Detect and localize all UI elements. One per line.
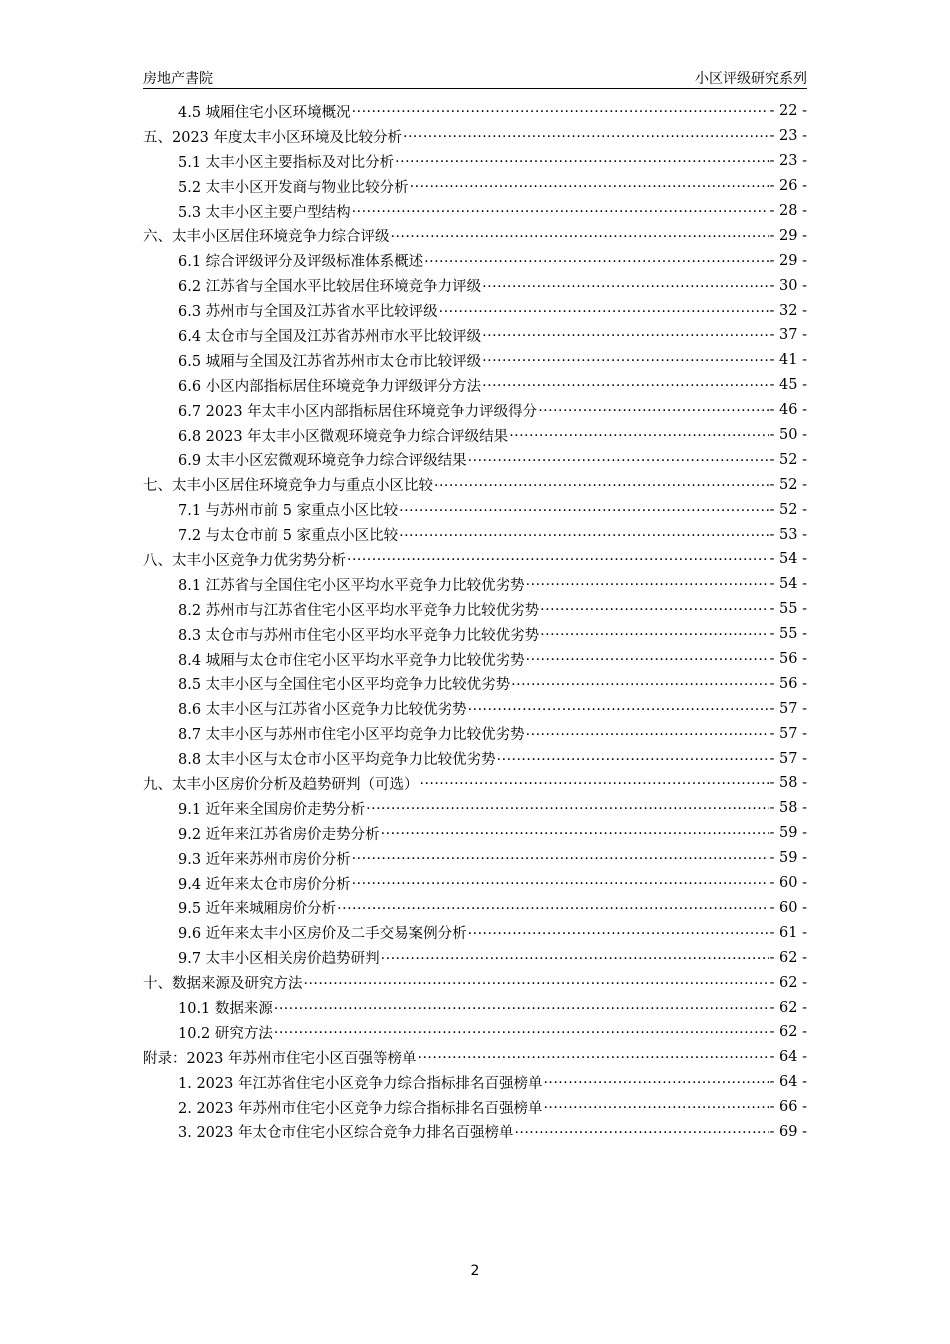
toc-entry-label: 5.1 太丰小区主要指标及对比分析 (178, 154, 395, 171)
toc-dot-leader (511, 676, 768, 692)
toc-entry[interactable] (143, 348, 807, 373)
toc-dot-leader (509, 427, 768, 443)
toc-entry-page: - 53 - (769, 526, 807, 543)
toc-dot-leader (403, 128, 769, 144)
toc-entry[interactable] (143, 995, 807, 1020)
toc-entry-label: 八、太丰小区竞争力优劣势分析 (143, 552, 346, 569)
toc-entry[interactable] (143, 696, 807, 721)
toc-entry[interactable] (143, 149, 807, 174)
toc-dot-leader (540, 601, 768, 617)
toc-entry-label: 9.3 近年来苏州市房价分析 (178, 851, 351, 868)
toc-dot-leader (381, 825, 769, 841)
toc-entry-page: - 26 - (769, 178, 807, 195)
toc-entry-page: - 52 - (769, 476, 807, 493)
toc-entry-label: 5.3 太丰小区主要户型结构 (178, 204, 351, 221)
toc-dot-leader (352, 850, 769, 866)
toc-entry-label: 6.5 城厢与全国及江苏省苏州市太仓市比较评级 (178, 353, 482, 370)
toc-dot-leader (468, 452, 769, 468)
toc-dot-leader (352, 875, 769, 891)
toc-entry-page: - 69 - (769, 1123, 807, 1140)
toc-entry-page: - 54 - (769, 576, 807, 593)
toc-entry-label: 10.2 研究方法 (178, 1025, 273, 1042)
toc-entry-label: 6.4 太仓市与全国及江苏省苏州市水平比较评级 (178, 328, 482, 345)
toc-entry-page: - 46 - (769, 402, 807, 419)
toc-entry-page: - 56 - (769, 675, 807, 692)
toc-dot-leader (434, 477, 769, 493)
toc-entry-label: 1. 2023 年江苏省住宅小区竞争力综合指标排名百强榜单 (178, 1075, 543, 1092)
toc-entry-page: - 30 - (769, 277, 807, 294)
toc-entry-page: - 59 - (769, 825, 807, 842)
toc-entry[interactable] (143, 1020, 807, 1045)
toc-dot-leader (439, 303, 769, 319)
toc-entry-page: - 29 - (769, 252, 807, 269)
toc-entry[interactable] (143, 199, 807, 224)
toc-dot-leader (347, 551, 769, 567)
table-of-contents (143, 99, 807, 1144)
toc-entry-label: 附录：2023 年苏州市住宅小区百强等榜单 (143, 1050, 417, 1067)
toc-dot-leader (391, 228, 769, 244)
toc-entry-page: - 58 - (769, 800, 807, 817)
toc-entry[interactable] (143, 945, 807, 970)
toc-entry[interactable] (143, 1045, 807, 1070)
toc-entry-label: 6.9 太丰小区宏微观环境竞争力综合评级结果 (178, 453, 467, 470)
toc-entry[interactable] (143, 398, 807, 423)
toc-dot-leader (482, 327, 768, 343)
toc-entry[interactable] (143, 746, 807, 771)
toc-entry-page: - 50 - (769, 427, 807, 444)
toc-entry-label: 9.5 近年来城厢房价分析 (178, 901, 337, 918)
toc-dot-leader (395, 153, 768, 169)
toc-entry-label: 8.1 江苏省与全国住宅小区平均水平竞争力比较优劣势 (178, 577, 525, 594)
toc-entry-label: 6.1 综合评级评分及评级标准体系概述 (178, 254, 424, 271)
toc-dot-leader (543, 1074, 768, 1090)
toc-entry-page: - 52 - (769, 451, 807, 468)
toc-entry[interactable] (143, 522, 807, 547)
toc-entry[interactable] (143, 124, 807, 149)
toc-dot-leader (399, 502, 768, 518)
toc-entry[interactable] (143, 99, 807, 124)
toc-entry-page: - 32 - (769, 302, 807, 319)
toc-entry[interactable] (143, 174, 807, 199)
toc-entry-label: 10.1 数据来源 (178, 1001, 273, 1017)
toc-entry[interactable] (143, 572, 807, 597)
toc-entry-page: - 54 - (769, 551, 807, 568)
toc-entry-page: - 29 - (769, 227, 807, 244)
toc-dot-leader (482, 377, 768, 393)
toc-entry-page: - 64 - (769, 1049, 807, 1066)
toc-entry[interactable] (143, 298, 807, 323)
toc-entry[interactable] (143, 597, 807, 622)
toc-dot-leader (526, 651, 769, 667)
toc-dot-leader (274, 1000, 769, 1016)
toc-entry-page: - 57 - (769, 750, 807, 767)
toc-entry-label: 3. 2023 年太仓市住宅小区综合竞争力排名百强榜单 (178, 1125, 514, 1142)
toc-dot-leader (482, 278, 768, 294)
toc-entry-page: - 62 - (769, 1024, 807, 1041)
toc-entry-label: 五、2023 年度太丰小区环境及比较分析 (143, 129, 403, 146)
toc-entry[interactable] (143, 647, 807, 672)
toc-dot-leader (468, 701, 769, 717)
toc-dot-leader (538, 402, 768, 418)
toc-entry-page: - 66 - (769, 1099, 807, 1116)
toc-entry-label: 5.2 太丰小区开发商与物业比较分析 (178, 179, 409, 196)
toc-entry[interactable] (143, 248, 807, 273)
toc-entry-page: - 22 - (769, 103, 807, 120)
toc-entry-label: 8.7 太丰小区与苏州市住宅小区平均竞争力比较优劣势 (178, 727, 525, 744)
toc-dot-leader (337, 900, 768, 916)
toc-entry-label: 7.2 与太仓市前 5 家重点小区比较 (178, 528, 399, 545)
toc-entry-label: 6.3 苏州市与全国及江苏省水平比较评级 (178, 304, 438, 321)
toc-entry-label: 8.6 太丰小区与江苏省小区竞争力比较优劣势 (178, 702, 467, 719)
toc-entry[interactable] (143, 472, 807, 497)
toc-entry-label: 6.2 江苏省与全国水平比较居住环境竞争力评级 (178, 279, 482, 296)
toc-entry-label: 十、数据来源及研究方法 (143, 976, 303, 993)
toc-dot-leader (497, 751, 769, 767)
toc-entry[interactable] (143, 871, 807, 896)
toc-entry-label: 2. 2023 年苏州市住宅小区竞争力综合指标排名百强榜单 (178, 1100, 543, 1117)
toc-entry-page: - 23 - (769, 153, 807, 170)
toc-dot-leader (424, 253, 768, 269)
toc-entry-label: 7.1 与苏州市前 5 家重点小区比较 (178, 503, 399, 520)
toc-dot-leader (543, 1099, 768, 1115)
toc-entry-page: - 57 - (769, 725, 807, 742)
toc-entry-label: 8.4 城厢与太仓市住宅小区平均水平竞争力比较优劣势 (178, 652, 525, 669)
toc-entry-label: 9.2 近年来江苏省房价走势分析 (178, 826, 380, 843)
toc-dot-leader (514, 1124, 768, 1140)
toc-entry-page: - 62 - (769, 974, 807, 991)
toc-dot-leader (274, 1024, 769, 1040)
toc-entry[interactable] (143, 721, 807, 746)
toc-entry-page: - 64 - (769, 1074, 807, 1091)
toc-entry-label: 九、太丰小区房价分析及趋势研判（可选） (143, 776, 419, 793)
header-right-title: 小区评级研究系列 (695, 71, 807, 87)
toc-entry[interactable] (143, 771, 807, 796)
toc-entry-page: - 57 - (769, 700, 807, 717)
toc-entry[interactable] (143, 622, 807, 647)
toc-entry-label: 七、太丰小区居住环境竞争力与重点小区比较 (143, 478, 433, 495)
toc-dot-leader (420, 775, 769, 791)
toc-entry-page: - 62 - (769, 999, 807, 1016)
toc-entry[interactable] (143, 920, 807, 945)
toc-entry-page: - 61 - (769, 924, 807, 941)
toc-entry-label: 4.5 城厢住宅小区环境概况 (178, 104, 351, 121)
toc-entry[interactable] (143, 846, 807, 871)
toc-dot-leader (410, 178, 769, 194)
toc-entry[interactable] (143, 896, 807, 921)
toc-entry-page: - 45 - (769, 377, 807, 394)
toc-entry-page: - 23 - (769, 128, 807, 145)
toc-dot-leader (526, 726, 769, 742)
toc-entry-label: 8.8 太丰小区与太仓市小区平均竞争力比较优劣势 (178, 752, 496, 769)
toc-entry-page: - 52 - (769, 501, 807, 518)
toc-entry[interactable] (143, 323, 807, 348)
header-left-title: 房地产書院 (143, 71, 213, 87)
toc-entry-page: - 60 - (769, 899, 807, 916)
toc-entry[interactable] (143, 447, 807, 472)
page-header (143, 66, 807, 89)
toc-entry-page: - 59 - (769, 850, 807, 867)
toc-dot-leader (468, 925, 769, 941)
toc-entry[interactable] (143, 1120, 807, 1145)
toc-dot-leader (482, 352, 768, 368)
toc-dot-leader (526, 576, 769, 592)
toc-entry-label: 9.7 太丰小区相关房价趋势研判 (178, 951, 380, 968)
toc-entry-label: 9.1 近年来全国房价走势分析 (178, 801, 366, 818)
toc-entry-page: - 62 - (769, 949, 807, 966)
toc-entry-page: - 60 - (769, 875, 807, 892)
toc-entry-page: - 58 - (769, 775, 807, 792)
toc-entry[interactable] (143, 821, 807, 846)
toc-entry[interactable] (143, 497, 807, 522)
toc-entry[interactable] (143, 373, 807, 398)
page-number: 2 (470, 1263, 480, 1279)
toc-entry-page: - 55 - (769, 626, 807, 643)
toc-dot-leader (418, 1049, 769, 1065)
toc-entry-label: 6.8 2023 年太丰小区微观环境竞争力综合评级结果 (178, 428, 509, 445)
toc-entry[interactable] (143, 547, 807, 572)
toc-entry[interactable] (143, 423, 807, 448)
toc-entry-page: - 28 - (769, 203, 807, 219)
toc-dot-leader (352, 203, 769, 219)
toc-entry-label: 6.7 2023 年太丰小区内部指标居住环境竞争力评级得分 (178, 403, 538, 420)
toc-entry-page: - 37 - (769, 327, 807, 344)
toc-dot-leader (366, 800, 768, 816)
toc-entry-page: - 56 - (769, 651, 807, 668)
toc-entry[interactable] (143, 223, 807, 248)
toc-entry[interactable] (143, 273, 807, 298)
toc-entry-label: 8.5 太丰小区与全国住宅小区平均竞争力比较优劣势 (178, 677, 511, 694)
toc-dot-leader (399, 527, 768, 543)
toc-entry-label: 6.6 小区内部指标居住环境竞争力评级评分方法 (178, 378, 482, 395)
toc-entry-label: 六、太丰小区居住环境竞争力综合评级 (143, 229, 390, 246)
toc-dot-leader (352, 103, 769, 119)
toc-entry-page: - 55 - (769, 601, 807, 618)
toc-dot-leader (304, 975, 769, 991)
toc-entry[interactable] (143, 1095, 807, 1120)
toc-entry-label: 8.3 太仓市与苏州市住宅小区平均水平竞争力比较优劣势 (178, 627, 540, 644)
toc-entry[interactable] (143, 970, 807, 995)
toc-entry[interactable] (143, 671, 807, 696)
toc-entry[interactable] (143, 796, 807, 821)
toc-dot-leader (381, 950, 769, 966)
toc-entry-page: - 41 - (769, 352, 807, 369)
toc-entry-label: 9.6 近年来太丰小区房价及二手交易案例分析 (178, 926, 467, 943)
toc-dot-leader (540, 626, 768, 642)
toc-entry-label: 8.2 苏州市与江苏省住宅小区平均水平竞争力比较优劣势 (178, 602, 540, 619)
toc-entry[interactable] (143, 1070, 807, 1095)
toc-entry-label: 9.4 近年来太仓市房价分析 (178, 876, 351, 893)
